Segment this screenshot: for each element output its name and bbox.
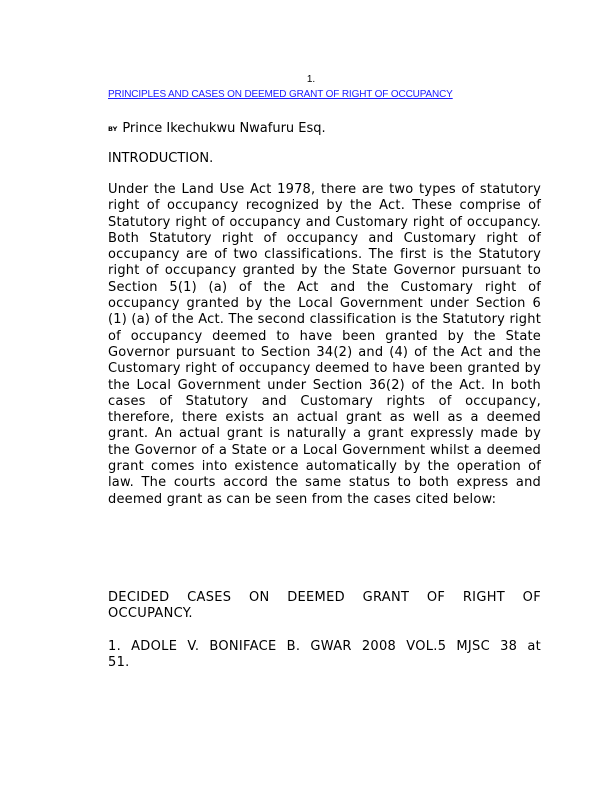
author-name: Prince Ikechukwu Nwafuru Esq.	[122, 121, 326, 136]
decided-cases-heading: DECIDED CASES ON DEEMED GRANT OF RIGHT OF OCCUPANCY.	[108, 590, 541, 622]
case-citation: 1. ADOLE V. BONIFACE B. GWAR 2008 VOL.5 MJSC 38 at 51.	[108, 639, 541, 671]
introduction-heading: INTRODUCTION.	[108, 151, 214, 166]
byline-label: BY	[108, 125, 118, 133]
byline	[108, 117, 326, 138]
document-title-link[interactable]: PRINCIPLES AND CASES ON DEEMED GRANT OF RIGHT OF OCCUPANCY	[108, 89, 453, 100]
page-number: 1.	[306, 74, 316, 85]
introduction-paragraph: Under the Land Use Act 1978, there are two types of statutory right of occupancy recognized by the Act. These comprise of Statutory right of occupancy and Customary right of occupancy. Both Statutory right of occupancy and Customary right of occupancy are of two classifications. The first is the Statutory right of occupancy granted by the State Governor pursuant to Section 5(1) (a) of the Act and the Customary right of occupancy granted by the Local Government under Section 6 (1) (a) of the Act. The second classification is the Statutory right of occupancy deemed to have been granted by the State Governor pursuant to Section 34(2) and (4) of the Act and the Customary right of occupancy deemed to have been granted by the Local Government under Section 36(2) of the Act. In both cases of Statutory and Customary rights of occupancy, therefore, there exists an actual grant as well as a deemed grant. An actual grant is naturally a grant expressly made by the Governor of a State or a Local Government whilst a deemed grant comes into existence automatically by the operation of law. The courts accord the same status to both express and deemed grant as can be seen from the cases cited below:	[108, 182, 541, 507]
